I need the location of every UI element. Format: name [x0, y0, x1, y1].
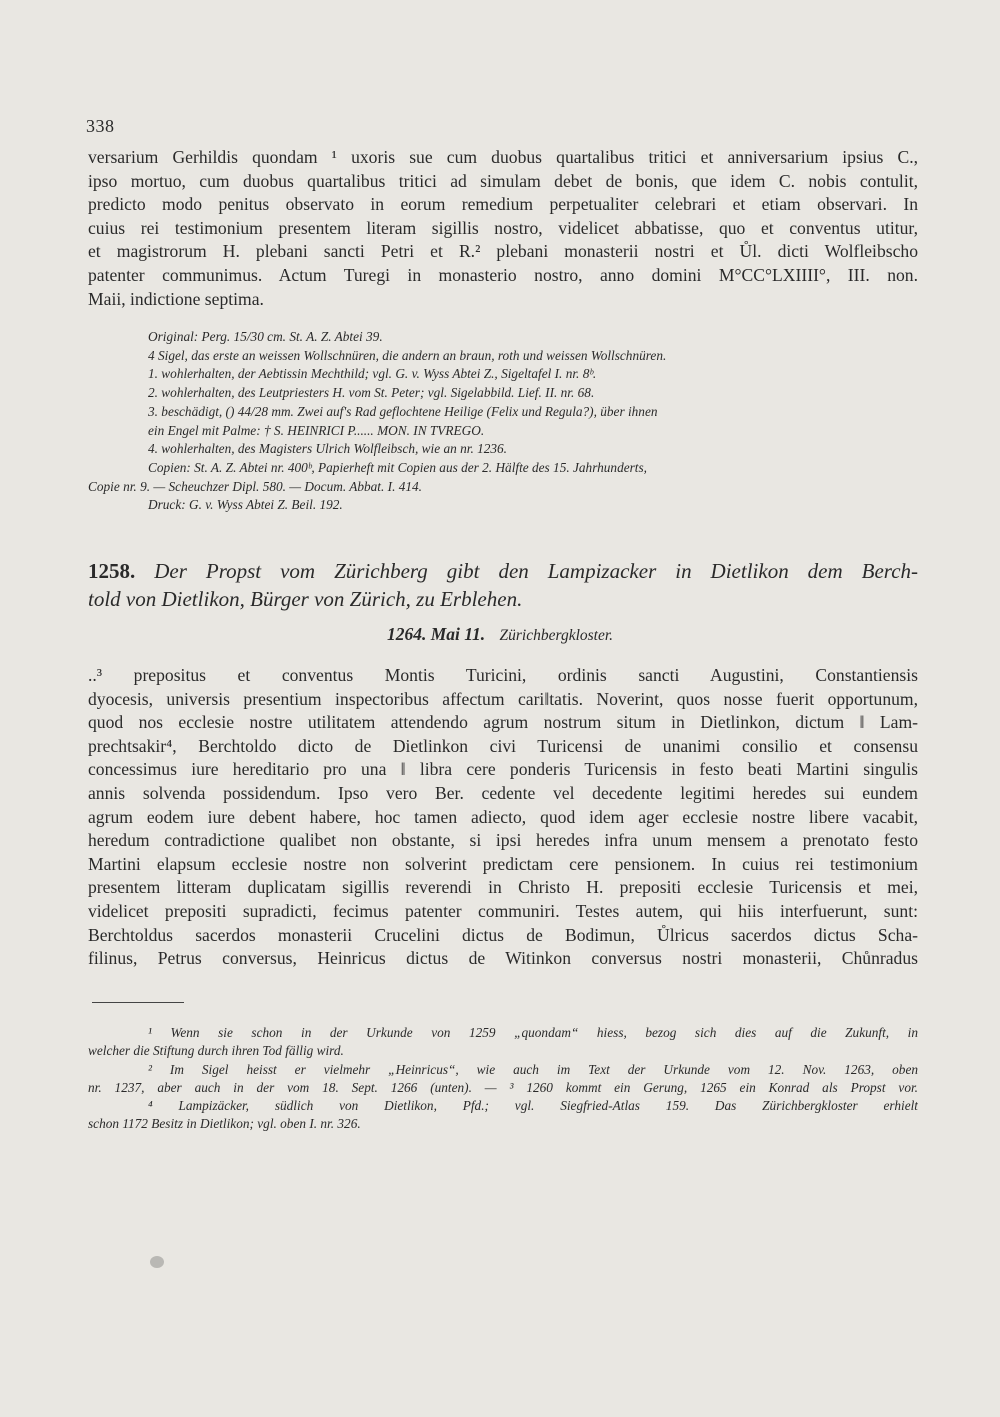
text-line: presentem litteram duplicatam sigillis reverendi in Christo H. prepositi ecclesie Turicensis et mei,: [88, 877, 918, 898]
archival-notes: [88, 328, 918, 515]
charter-text-continued: [88, 146, 918, 311]
note-line: 4 Sigel, das erste an weissen Wollschnüren, die andern an braun, roth und weissen Wollschnüren.: [148, 347, 667, 363]
note-line: 1. wohlerhalten, der Aebtissin Mechthild; vgl. G. v. Wyss Abtei Z., Sigeltafel I. nr. 8ᵇ.: [148, 366, 597, 382]
footnote-line: welcher die Stiftung durch ihren Tod fällig wird.: [88, 1043, 344, 1059]
note-line: 4. wohlerhalten, des Magisters Ulrich Wolfleibsch, wie an nr. 1236.: [148, 441, 508, 457]
footnote-line: nr. 1237, aber auch in der vom 18. Sept. 1266 (unten). — ³ 1260 kommt ein Gerung, 1265 ein Konrad als Propst vor.: [88, 1079, 918, 1095]
note-line: 3. beschädigt, () 44/28 mm. Zwei auf's Rad geflochtene Heilige (Felix und Regula?), über ihnen: [148, 403, 658, 419]
date-line: [0, 624, 1000, 645]
footnotes: [88, 1024, 918, 1134]
document-date: 1264. Mai 11.: [386, 624, 486, 644]
text-line: heredum contradictione qualibet non obstante, si ipsi heredes infra unum mensem a prenotato festo: [88, 830, 918, 851]
footnote-divider: [92, 1002, 184, 1003]
note-line: Copie nr. 9. — Scheuchzer Dipl. 580. — Docum. Abbat. I. 414.: [88, 478, 422, 494]
note-line: 2. wohlerhalten, des Leutpriesters H. vom St. Peter; vgl. Sigelabbild. Lief. II. nr. 68.: [148, 385, 595, 401]
text-line: Martini elapsum ecclesie nostre non solverint predictam cere pensionem. In cuius rei testimonium: [88, 853, 918, 874]
text-line: cuius rei testimonium presentem literam sigillis nostro, videlicet abbatisse, quo et conventus utitur,: [88, 217, 918, 238]
text-line: ..³ prepositus et conventus Montis Turicini, ordinis sancti Augustini, Constantiensis: [88, 665, 918, 685]
footnote-line: ¹ Wenn sie schon in der Urkunde von 1259 „quondam“ hiess, bezog sich dies auf die Zukunft, in: [148, 1025, 918, 1040]
text-line: predicto modo penitus observato in eorum remedium perpetualiter celebrari et etiam observari. In: [88, 194, 918, 215]
footnote-line: schon 1172 Besitz in Dietlikon; vgl. oben I. nr. 326.: [88, 1116, 361, 1132]
document-heading: [88, 557, 918, 613]
heading-line: 1258. Der Propst vom Zürichberg gibt den Lampizacker in Dietlikon dem Berch-: [88, 559, 918, 583]
text-line: agrum eodem iure debent habere, hoc tamen adiecto, quod idem ager ecclesie nostre libere vacabit,: [88, 806, 918, 827]
text-line: quod nos ecclesie nostre utilitatem attendendo agrum nostrum situm in Dietlinkon, dictum ‖ Lam-: [88, 712, 918, 733]
text-line: versarium Gerhildis quondam ¹ uxoris sue cum duobus quartalibus tritici et anniversarium ipsius C.,: [88, 147, 918, 167]
note-line: Original: Perg. 15/30 cm. St. A. Z. Abtei 39.: [148, 329, 383, 344]
text-line: filinus, Petrus conversus, Heinricus dictus de Witinkon conversus nostri monasterii, Chůnradus: [88, 948, 918, 969]
page-number: 338: [86, 116, 115, 136]
text-line: et magistrorum H. plebani sancti Petri et R.² plebani monasterii nostri et Ůl. dicti Wolfleibscho: [88, 241, 918, 262]
paper-smudge: [150, 1256, 164, 1268]
text-line: Maii, indictione septima.: [88, 288, 264, 309]
text-line: videlicet prepositi supradicti, fecimus patenter communiri. Testes autem, qui hiis interfuerunt, sunt:: [88, 900, 918, 921]
footnote-line: ² Im Sigel heisst er vielmehr „Heinricus“, wie auch im Text der Urkunde vom 12. Nov. 1263, oben: [148, 1061, 918, 1077]
note-line: ein Engel mit Palme: † S. HEINRICI P...... MON. IN TVREGO.: [148, 422, 485, 438]
text-line: Berchtoldus sacerdos monasterii Crucelini dictus de Bodimun, Ůlricus sacerdos dictus Scha-: [88, 924, 918, 945]
note-line: Copien: St. A. Z. Abtei nr. 400ᵇ, Papierheft mit Copien aus der 2. Hälfte des 15. Jahrhunderts,: [148, 459, 647, 475]
text-line: prechtsakir⁴, Berchtoldo dicto de Dietlinkon civi Turicensi de unanimi consilio et consensu: [88, 735, 918, 756]
text-line: patenter communimus. Actum Turegi in monasterio nostro, anno domini M°CC°LXIIII°, III. non.: [88, 264, 918, 285]
footnote-line: ⁴ Lampizäcker, südlich von Dietlikon, Pfd.; vgl. Siegfried-Atlas 159. Das Zürichbergkloster erhielt: [148, 1098, 918, 1114]
charter-text: [88, 664, 918, 971]
text-line: dyocesis, universis presentium inspectoribus affectum cari‖tatis. Noverint, quos nosse fuerit opportunum,: [88, 688, 918, 709]
text-line: concessimus iure hereditario pro una ‖ libra cere ponderis Turicensis in festo beati Martini singulis: [88, 759, 918, 780]
note-line: Druck: G. v. Wyss Abtei Z. Beil. 192.: [148, 497, 343, 513]
document-number: 1258.: [88, 559, 136, 583]
text-line: ipso mortuo, cum duobus quartalibus tritici ad simulam debet de bonis, que idem C. nobis contulit,: [88, 170, 918, 191]
heading-line: told von Dietlikon, Bürger von Zürich, zu Erblehen.: [88, 587, 523, 611]
text-line: annis solvenda possidendum. Ipso vero Ber. cedente vel decedente legitimi heredes sui eundem: [88, 782, 918, 803]
document-place: Zürichbergkloster.: [499, 627, 614, 644]
